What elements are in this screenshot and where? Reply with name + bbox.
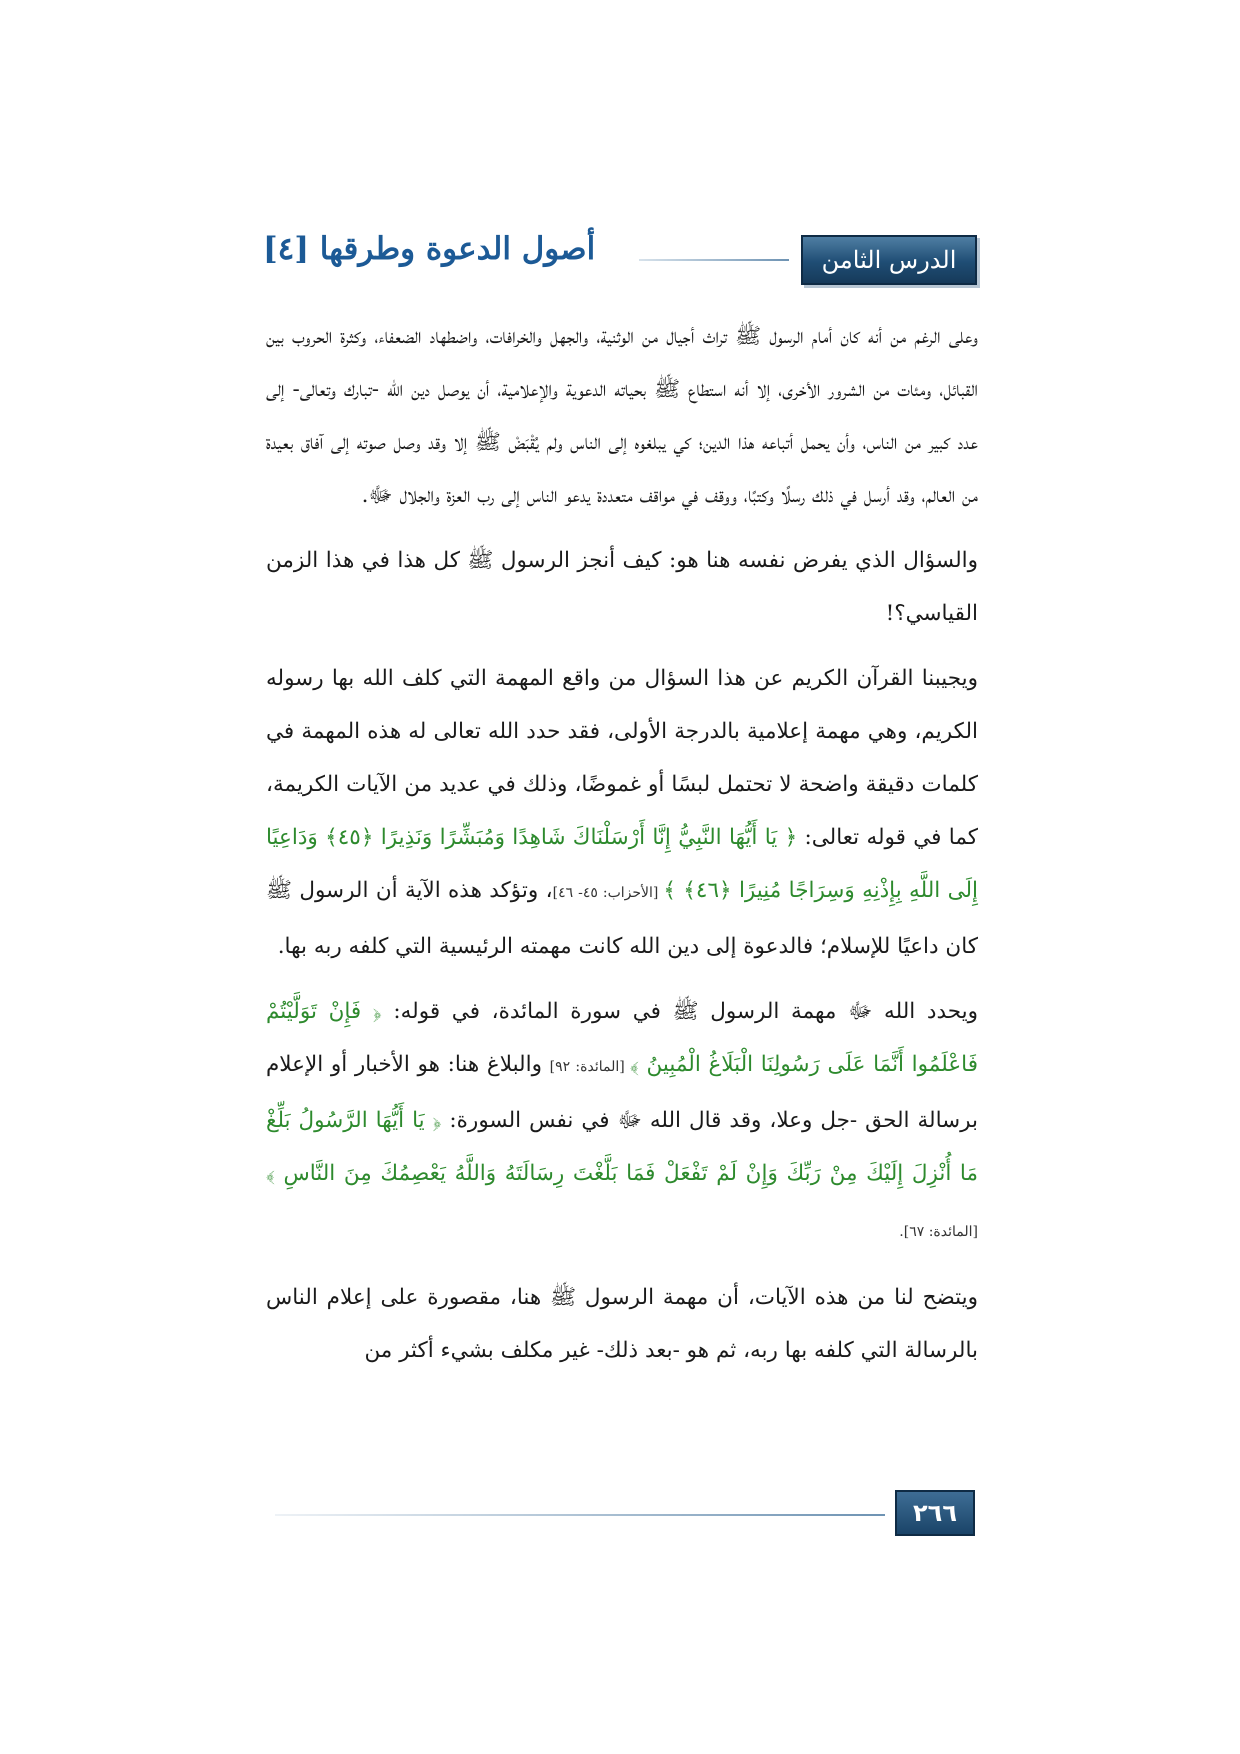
header-divider bbox=[639, 259, 789, 261]
paragraph bbox=[266, 310, 978, 522]
paragraph-text: ، وتؤكد هذه الآية أن الرسول ﷺ كان داعيًا للإسلام؛ فالدعوة إلى دين الله كانت مهمته الرئيسية التي كلفه ربه بها. bbox=[266, 878, 978, 959]
verse-reference: [المائدة: ٦٧]. bbox=[899, 1224, 978, 1240]
footer-divider bbox=[275, 1514, 885, 1516]
paragraph bbox=[266, 985, 978, 1259]
quran-verse: ﴿ يَا أَيُّهَا الرَّسُولُ بَلِّغْ مَا أُنْزِلَ إِلَيْكَ مِنْ رَبِّكَ وَإِنْ لَمْ تَفْعَلْ فَمَا بَلَّغْتَ رِسَالَتَهُ وَاللَّهُ يَعْصِمُكَ مِنَ النَّاسِ ﴾ bbox=[266, 1108, 978, 1186]
paragraph bbox=[266, 1271, 978, 1377]
lesson-label: الدرس الثامن bbox=[801, 235, 977, 285]
book-title: أصول الدعوة وطرقها [٤] bbox=[263, 231, 596, 267]
verse-reference: [الأحزاب: ٤٥- ٤٦] bbox=[552, 885, 664, 901]
verse-reference: [المائدة: ٩٢] bbox=[549, 1059, 630, 1075]
page-body bbox=[266, 310, 978, 1389]
page-footer bbox=[275, 1490, 975, 1538]
paragraph bbox=[266, 534, 978, 640]
paragraph-text: ويجيبنا القرآن الكريم عن هذا السؤال من واقع المهمة التي كلف الله بها رسوله الكريم، وهي مهمة إعلامية بالدرجة الأولى، فقد حدد الله تعالى له هذه المهمة في كلمات دقيقة واضحة لا تحتمل لبسًا أو غموضًا، وذلك في عديد من الآيات الكريمة، كما في قوله تعالى: bbox=[266, 666, 979, 850]
page-header bbox=[263, 229, 977, 287]
paragraph-text: والسؤال الذي يفرض نفسه هنا هو: كيف أنجز الرسول ﷺ كل هذا في هذا الزمن القياسي؟! bbox=[266, 548, 978, 626]
quran-verse: ﴿ فَإِنْ تَوَلَّيْتُمْ فَاعْلَمُوا أَنَّمَا عَلَى رَسُولِنَا الْبَلَاغُ الْمُبِينُ ﴾ bbox=[266, 999, 978, 1077]
paragraph-text: ويحدد الله ﷻ مهمة الرسول ﷺ في سورة المائدة، في قوله: bbox=[381, 999, 978, 1024]
paragraph-text: والبلاغ هنا: هو الأخبار أو الإعلام برسالة الحق -جل وعلا، وقد قال الله ﷻ في نفس السورة: bbox=[266, 1052, 978, 1133]
paragraph-text: وعلى الرغم من أنه كان أمام الرسول ﷺ تراث أجيال من الوثنية، والجهل والخرافات، واضطهاد الضعفاء، وكثرة الحروب بين القبائل، ومئات من الشرور الأخرى، إلا أنه استطاع ﷺ بحياته الدعوية والإعلامية، أن يوصل دين الله -تبارك وتعالى- إلى عدد كبير من الناس، وأن يحمل أتباعه هذا الدين؛ كي يبلغوه إلى الناس ولم يُقْبَضْ ﷺ إلا وقد وصل صوته إلى آفاق بعيدة من العالم، وقد أرسل في ذلك رسلًا وكتبًا، ووقف في مواقف متعددة يدعو الناس إلى رب العزة والجلال ﷻ. bbox=[266, 324, 978, 508]
page-number: ٢٦٦ bbox=[895, 1490, 975, 1536]
quran-verse: ﴿ يَا أَيُّهَا النَّبِيُّ إِنَّا أَرْسَلْنَاكَ شَاهِدًا وَمُبَشِّرًا وَنَذِيرًا ﴿٤٥﴾ وَدَاعِيًا إِلَى اللَّهِ بِإِذْنِهِ وَسِرَاجًا مُنِيرًا ﴿٤٦﴾ ﴾ bbox=[266, 825, 979, 903]
paragraph bbox=[266, 652, 978, 973]
paragraph-text: ويتضح لنا من هذه الآيات، أن مهمة الرسول ﷺ هنا، مقصورة على إعلام الناس بالرسالة التي كلفه بها ربه، ثم هو -بعد ذلك- غير مكلف بشيء أكثر من bbox=[266, 1285, 978, 1363]
